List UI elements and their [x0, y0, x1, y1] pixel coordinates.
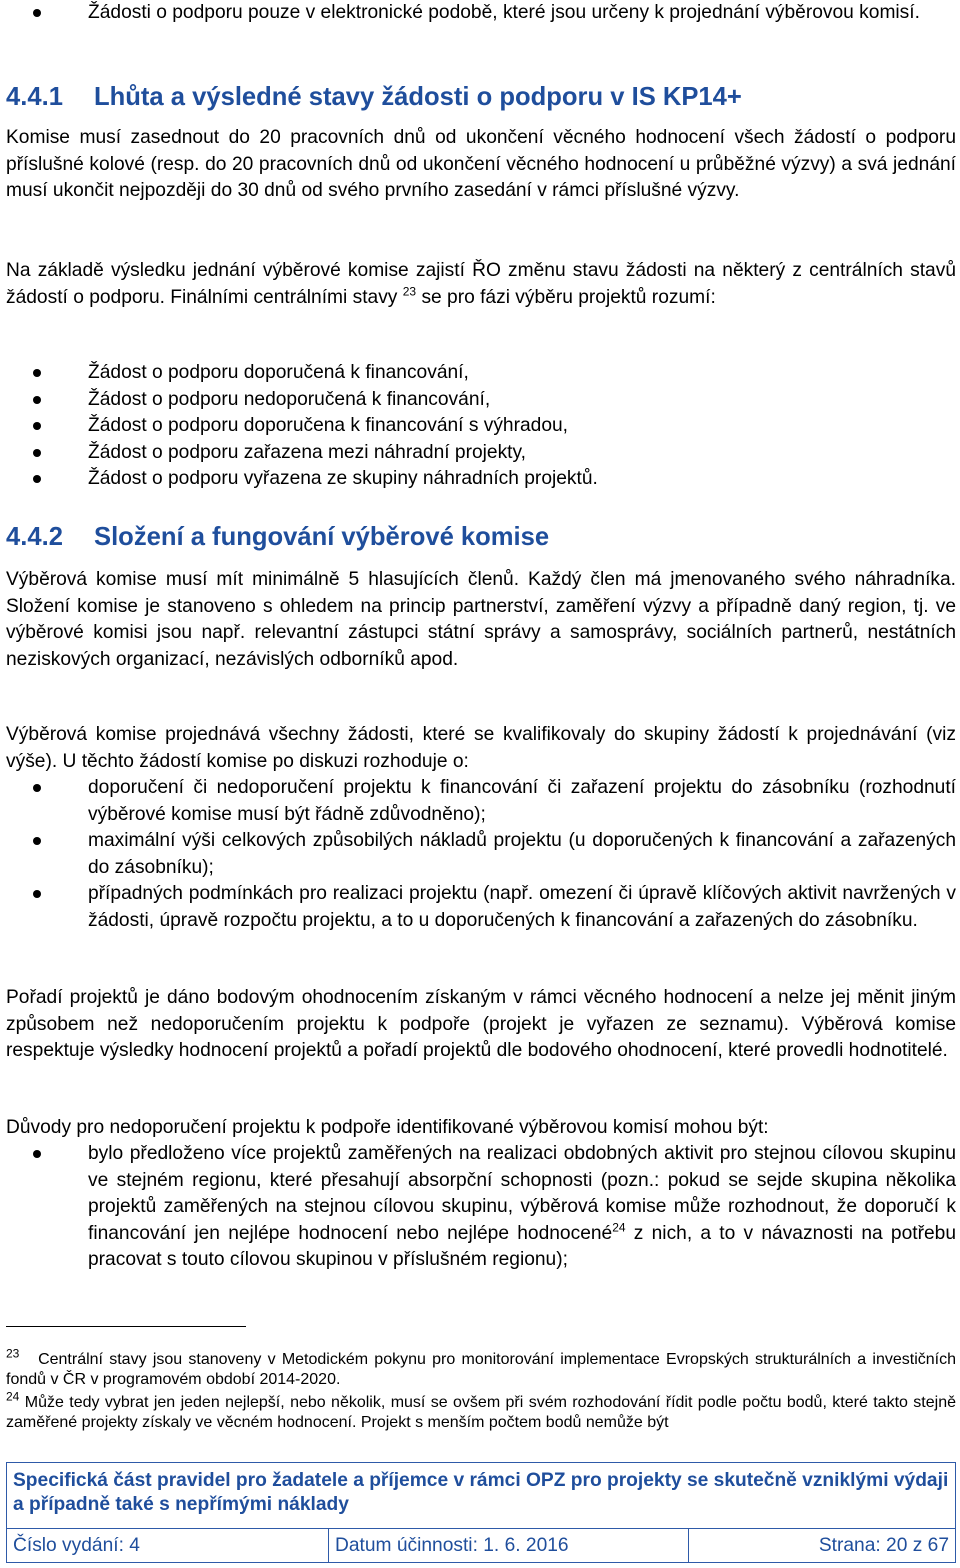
footnote-text: Centrální stavy jsou stanoveny v Metodickém pokynu pro monitorování implementace Evropských strukturálních a investičních fondů v ČR v programovém období 2014-2020. — [6, 1351, 956, 1388]
paragraph: Důvody pro nedoporučení projektu k podpoře identifikované výběrovou komisí mohou být: — [6, 1117, 769, 1138]
section-heading-442 — [6, 522, 549, 552]
final-states-list — [0, 360, 956, 493]
list-item: případných podmínkách pro realizaci projektu (např. omezení či úpravě klíčových aktivit navržených v žádosti, úpravě rozpočtu projektu, a to u doporučených k financování a zařazených do zásobníku. — [0, 881, 956, 934]
footer-issue-number: Číslo vydání: 4 — [7, 1529, 329, 1562]
section-heading-441 — [6, 82, 742, 112]
list-item: Žádost o podporu vyřazena ze skupiny náhradních projektů. — [0, 466, 956, 493]
section-number: 4.4.2 — [6, 523, 63, 551]
footer-page-number: Strana: 20 z 67 — [818, 1535, 949, 1556]
section-title: Složení a fungování výběrové komise — [94, 523, 550, 551]
footnote-text: Může tedy vybrat jen jeden nejlepší, nebo několik, musí se ovšem při svém rozhodování řídit podle počtu bodů, které takto stejně zaměřené projekty získaly ve věcném hodnocení. Projekt s menším počtem bodů nemůže být — [6, 1394, 956, 1431]
footnote-ref: 24 — [612, 1220, 626, 1235]
list-item: Žádost o podporu doporučena k financování s výhradou, — [0, 413, 956, 440]
list-item — [0, 1141, 956, 1274]
footnote-mark: 23 — [6, 1346, 20, 1361]
footer-document-title: Specifická část pravidel pro žadatele a příjemce v rámci OPZ pro projekty se skutečně vzniklými výdaji a případně také s nepřímými náklady — [7, 1463, 955, 1529]
footnote-mark: 24 — [6, 1389, 20, 1404]
list-item: maximální výši celkových způsobilých nákladů projektu (u doporučených k financování a zařazených do zásobníku); — [0, 828, 956, 881]
paragraph: Výběrová komise musí mít minimálně 5 hlasujících členů. Každý člen má jmenovaného svého náhradníka. Složení komise je stanoveno s ohledem na princip partnerství, zaměření výzvy a případně daný region, tj. ve výběrové komisi jsou např. relevantní zástupci státní správy a samosprávy, sociálních partnerů, nestátních neziskových organizací, nezávislých odborníků apod. — [6, 569, 956, 670]
list-item-text: bylo předloženo více projektů zaměřených na realizaci obdobných aktivit pro stejnou cílovou skupinu ve stejném regionu, které přesahují absorpční schopnosti (pozn.: pokud se sejde skupina několika projektů zaměřených na stejnou cílovou skupinu, výběrová komise může rozhodnout, že doporučí k financování jen nejlépe hodnocení nebo nejlépe hodnocené — [88, 1143, 956, 1244]
footnote-ref: 23 — [402, 284, 417, 299]
section-title: Lhůta a výsledné stavy žádosti o podporu v IS KP14+ — [94, 83, 742, 111]
list-item: Žádost o podporu zařazena mezi náhradní projekty, — [0, 440, 956, 467]
page-footer — [6, 1462, 956, 1563]
list-item: Žádost o podporu nedoporučená k financování, — [0, 387, 956, 414]
list-item: doporučení či nedoporučení projektu k financování či zařazení projektu do zásobníku (rozhodnutí výběrové komise musí být řádně zdůvodněno); — [0, 775, 956, 828]
paragraph: Komise musí zasednout do 20 pracovních dnů od ukončení věcného hodnocení všech žádostí o podporu příslušné kolové (resp. do 20 pracovních dnů od ukončení věcného hodnocení u průběžné výzvy) a svá jednání musí ukončit nejpozději do 30 dnů od svého prvního zasedání v rámci příslušné výzvy. — [6, 127, 956, 201]
decisions-list — [0, 775, 956, 934]
paragraph-text: se pro fázi výběru projektů rozumí: — [416, 286, 716, 308]
footnote-24 — [6, 1389, 956, 1433]
footer-info-row — [7, 1529, 955, 1562]
intro-bullet-list — [0, 0, 956, 27]
paragraph: Výběrová komise projednává všechny žádosti, které se kvalifikovaly do skupiny žádostí k projednávání (viz výše). U těchto žádostí komise po diskuzi rozhoduje o: — [6, 724, 956, 772]
paragraph-text: Na základě výsledku jednání výběrové komise zajistí ŘO změnu stavu žádosti na některý z centrálních stavů žádostí o podporu. Finálními centrálními stavy — [6, 260, 956, 308]
paragraph: Pořadí projektů je dáno bodovým ohodnocením získaným v rámci věcného hodnocení a nelze jej měnit jiným způsobem než nedoporučením projektu k podpoře (projekt je vyřazen ze seznamu). Výběrová komise respektuje výsledky hodnocení projektů a pořadí projektů dle bodového ohodnocení, které provedli hodnotitelé. — [6, 987, 956, 1061]
list-item: Žádost o podporu doporučená k financování, — [0, 360, 956, 387]
reasons-list — [0, 1141, 956, 1274]
list-item: Žádosti o podporu pouze v elektronické podobě, které jsou určeny k projednání výběrovou komisí. — [0, 0, 956, 27]
list-item-text: z nich, a to v návaznosti na potřebu pracovat s touto cílovou skupinou v příslušném regionu); — [88, 1222, 956, 1270]
footer-effective-date: Datum účinnosti: 1. 6. 2016 — [329, 1529, 689, 1562]
section-number: 4.4.1 — [6, 83, 63, 111]
footnote-23 — [6, 1346, 956, 1390]
footnote-separator — [6, 1326, 246, 1327]
paragraph-final-states — [6, 258, 956, 311]
